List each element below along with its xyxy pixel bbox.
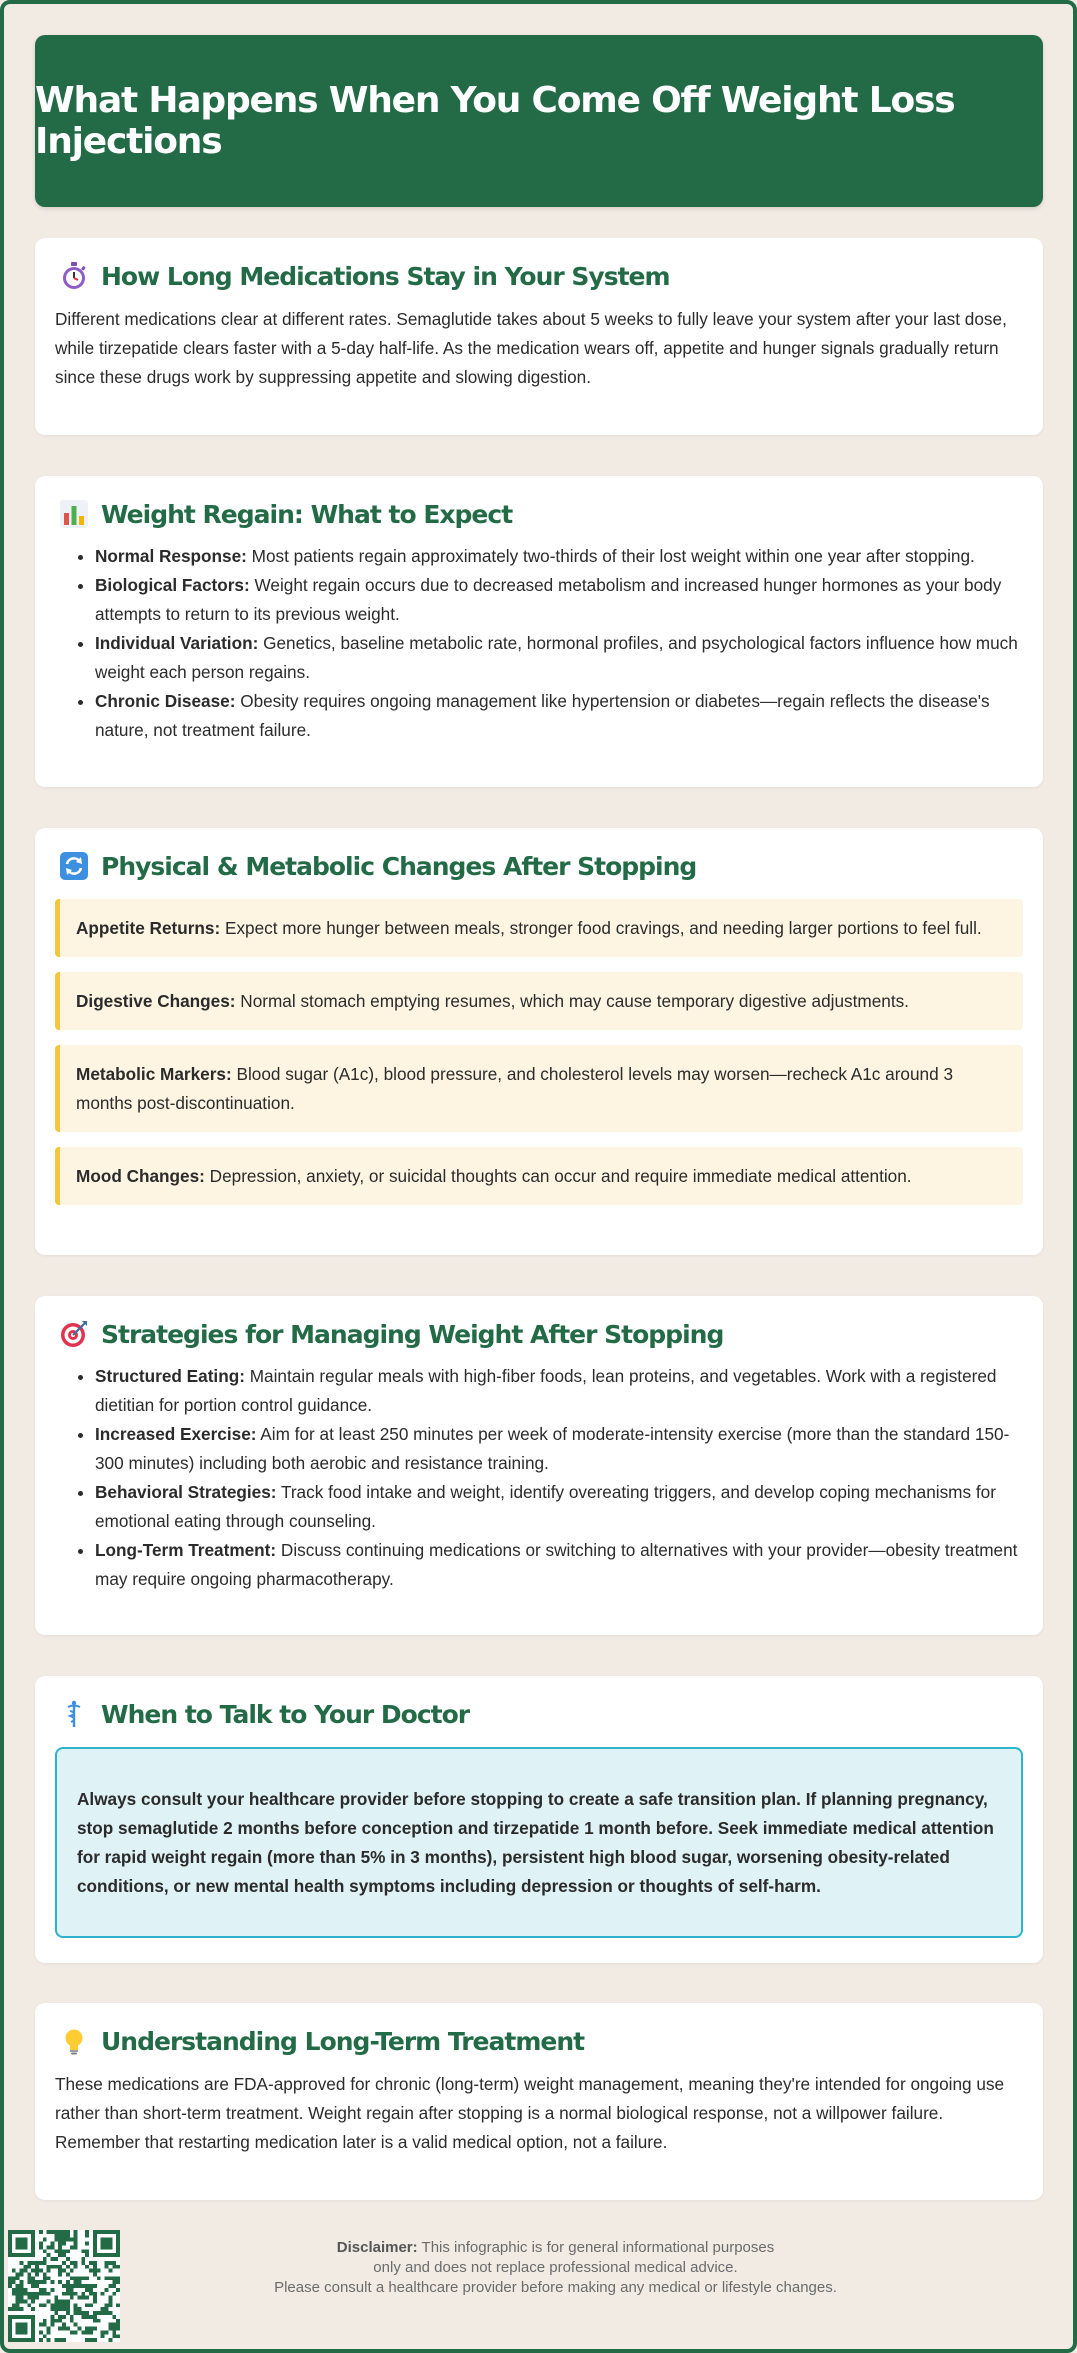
list-item: • Increased Exercise: Aim for at least 250 minutes per week of moderate-intensity exercise (more than the standard 150-300 minutes) including both aerobic and resistance training. <box>95 1420 1023 1478</box>
section-medication-duration <box>35 238 1043 435</box>
section-physical-changes <box>35 828 1043 1255</box>
list-item: • Chronic Disease: Obesity requires ongoing management like hypertension or diabetes—regain reflects the disease's nature, not treatment failure. <box>95 687 1023 745</box>
refresh-icon <box>57 849 91 883</box>
list-item: • Biological Factors: Weight regain occurs due to decreased metabolism and increased hunger hormones as your body attempts to return to its previous weight. <box>95 571 1023 629</box>
disclaimer: Disclaimer: This infographic is for general informational purposes only and does not replace professional medical advice. Please consult a healthcare provider before making any medical or lifestyle changes. <box>274 2239 837 2296</box>
changes-callout-list <box>55 899 1023 1205</box>
callout-metabolic: Metabolic Markers: Blood sugar (A1c), blood pressure, and cholesterol levels may worsen—recheck A1c around 3 months post-discontinuation. <box>55 1045 1023 1132</box>
bar-chart-icon <box>57 497 91 531</box>
section-text: Different medications clear at different rates. Semaglutide takes about 5 weeks to fully leave your system after your last dose, while tirzepatide clears faster with a 5-day half-life. As the medication wears off, appetite and hunger signals gradually return since these drugs work by suppressing appetite and slowing digestion. <box>55 309 1007 387</box>
section-title: When to Talk to Your Doctor <box>101 1699 470 1729</box>
section-title: How Long Medications Stay in Your System <box>101 261 670 291</box>
list-item: • Normal Response: Most patients regain approximately two-thirds of their lost weight within one year after stopping. <box>95 542 1023 571</box>
section-title: Weight Regain: What to Expect <box>101 499 513 529</box>
list-item: • Structured Eating: Maintain regular meals with high-fiber foods, lean proteins, and vegetables. Work with a registered dietitian for portion control guidance. <box>95 1362 1023 1420</box>
list-item: • Individual Variation: Genetics, baseline metabolic rate, hormonal profiles, and psychological factors influence how much weight each person regains. <box>95 629 1023 687</box>
callout-digestive: Digestive Changes: Normal stomach emptying resumes, which may cause temporary digestive adjustments. <box>55 972 1023 1030</box>
strategies-list <box>55 1362 1023 1594</box>
section-title: Understanding Long-Term Treatment <box>101 2026 585 2056</box>
section-weight-regain <box>35 476 1043 787</box>
doctor-callout: Always consult your healthcare provider before stopping to create a safe transition plan. If planning pregnancy, stop semaglutide 2 months before conception and tirzepatide 1 month before. Seek immediate medical attention for rapid weight regain (more than 5% in 3 months), persistent high blood sugar, worsening obesity-related conditions, or new mental health symptoms including depression or thoughts of self-harm. <box>55 1747 1023 1938</box>
callout-appetite: Appetite Returns: Expect more hunger between meals, stronger food cravings, and needing larger portions to feel full. <box>55 899 1023 957</box>
qr-code <box>8 2230 120 2342</box>
section-talk-to-doctor <box>35 1676 1043 1963</box>
list-item: • Long-Term Treatment: Discuss continuing medications or switching to alternatives with your provider—obesity treatment may require ongoing pharmacotherapy. <box>95 1536 1023 1594</box>
section-text: These medications are FDA-approved for chronic (long-term) weight management, meaning they're intended for ongoing use rather than short-term treatment. Weight regain after stopping is a normal biological response, not a willpower failure. Remember that restarting medication later is a valid medical option, not a failure. <box>55 2074 1005 2152</box>
page-title: What Happens When You Come Off Weight Loss Injections <box>35 80 955 162</box>
stopwatch-icon <box>57 259 91 293</box>
section-long-term-treatment <box>35 2003 1043 2200</box>
page-header <box>35 35 1043 207</box>
regain-list <box>55 542 1023 745</box>
target-icon <box>57 1317 91 1351</box>
section-strategies <box>35 1296 1043 1635</box>
list-item: • Behavioral Strategies: Track food intake and weight, identify overeating triggers, and develop coping mechanisms for emotional eating through counseling. <box>95 1478 1023 1536</box>
caduceus-icon <box>57 1697 91 1731</box>
lightbulb-icon <box>57 2024 91 2058</box>
section-title: Strategies for Managing Weight After Stopping <box>101 1319 724 1349</box>
callout-mood: Mood Changes: Depression, anxiety, or suicidal thoughts can occur and require immediate medical attention. <box>55 1147 1023 1205</box>
section-title: Physical & Metabolic Changes After Stopping <box>101 851 697 881</box>
